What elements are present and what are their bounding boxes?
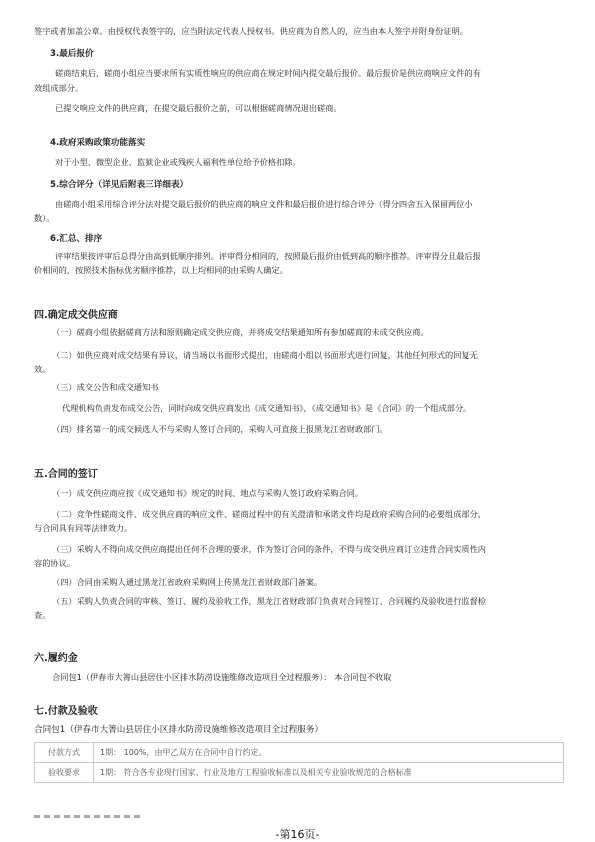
- table-cell-value: 1期： 100%，由甲乙双方在合同中自行约定。: [94, 743, 564, 763]
- list-item: （二）如供应商对成交结果有异议，请当场以书面形式提出，由磋商小组以书面形式进行回复，其他任何形式的回复无: [52, 350, 478, 360]
- subheading-ranking: 6.汇总、排序: [50, 234, 103, 244]
- performance-bond-text: 合同包1（伊春市大箐山县居住小区排水防涝设施维修改造项目全过程服务）： 本合同包不收取: [52, 672, 392, 682]
- subheading-scoring: 5.综合评分（详见后附表三详细表）: [50, 180, 189, 190]
- subheading-policy: 4.政府采购政策功能落实: [50, 138, 146, 148]
- list-item: 代理机构负责发布成交公告，同时向成交供应商发出《成交通知书》，《成交通知书》是《合同》的一个组成部分。: [62, 403, 472, 413]
- paragraph-line: 效组成部分。: [34, 83, 84, 93]
- table-row: [35, 763, 564, 783]
- table-cell-key: 验收要求: [35, 763, 94, 783]
- paragraph-line: 对于小型、微型企业、监狱企业或残疾人福利性单位给予价格扣除。: [55, 157, 301, 167]
- payment-acceptance-table: [34, 742, 564, 783]
- list-item: （二）竞争性磋商文件、成交供应商的响应文件、磋商过程中的有关澄清和承诺文件均是政府采购合同的必要组成部分，: [52, 509, 486, 519]
- paragraph-line: 签字或者加盖公章。由授权代表签字的，应当附法定代表人授权书。供应商为自然人的，应当由本人签字并附身份证明。: [34, 26, 468, 36]
- list-item: （一）磋商小组依据磋商方法和原则确定成交供应商，并将成交结果通知所有参加磋商的未成交供应商。: [52, 327, 429, 337]
- list-item: （一）成交供应商应按《成交通知书》规定的时间、地点与采购人签订政府采购合同。: [52, 488, 364, 498]
- list-item: 容的协议。: [34, 558, 75, 568]
- list-item: 查。: [34, 610, 51, 620]
- table-cell-key: 付款方式: [35, 743, 94, 763]
- paragraph-line: 价相同的，按照技术指标优劣顺序推荐，以上均相同的由采购人确定。: [34, 265, 288, 275]
- list-item: （四）合同由采购人通过黑龙江省政府采购网上传黑龙江省财政部门备案。: [52, 577, 323, 587]
- section-heading-performance-bond: 六.履约金: [34, 653, 78, 664]
- list-item: （四）排名第一的成交候选人不与采购人签订合同的，采购人可直接上报黑龙江省财政部门。: [52, 424, 388, 434]
- subheading-final-quote: 3.最后报价: [50, 49, 94, 59]
- paragraph-line: 已提交响应文件的供应商，在提交最后报价之前，可以根据磋商情况退出磋商。: [55, 103, 342, 113]
- section-heading-payment: 七.付款及验收: [34, 706, 98, 717]
- table-row: [35, 743, 564, 763]
- contract-package-title: 合同包1（伊春市大箐山县居住小区排水防涝设施维修改造项目全过程服务）: [34, 725, 324, 735]
- list-item: 效。: [34, 364, 51, 374]
- section-heading-contract: 五.合同的签订: [34, 469, 98, 480]
- list-item: （三）成交公告和成交通知书: [52, 382, 159, 392]
- paragraph-line: 由磋商小组采用综合评分法对提交最后报价的供应商的响应文件和最后报价进行综合评分（得分四舍五入保留两位小: [55, 199, 473, 209]
- table-cell-value: 1期： 符合各专业现行国家、行业及地方工程验收标准以及相关专业验收规范的合格标准: [94, 763, 564, 783]
- cropped-next-heading: [34, 815, 144, 818]
- paragraph-line: 磋商结束后，磋商小组应当要求所有实质性响应的供应商在规定时间内提交最后报价。最后报价是供应商响应文件的有: [55, 68, 481, 78]
- list-item: 与合同具有同等法律效力。: [34, 523, 133, 533]
- section-heading-supplier: 四.确定成交供应商: [34, 310, 118, 321]
- list-item: （五）采购人负责合同的审核、签订、履约及验收工作，黑龙江省财政部门负责对合同签订、合同履约及验收进行监督检: [52, 596, 486, 606]
- paragraph-line: 评审结果按评审后总得分由高到低顺序排列。评审得分相同的，按照最后报价由低到高的顺序推荐。评审得分且最后报: [55, 251, 481, 261]
- paragraph-line: 数）。: [34, 213, 55, 223]
- page-number: -第16页-: [275, 828, 320, 841]
- list-item: （三）采购人不得向成交供应商提出任何不合理的要求，作为签订合同的条件，不得与成交供应商订立违背合同实质性内: [52, 544, 486, 554]
